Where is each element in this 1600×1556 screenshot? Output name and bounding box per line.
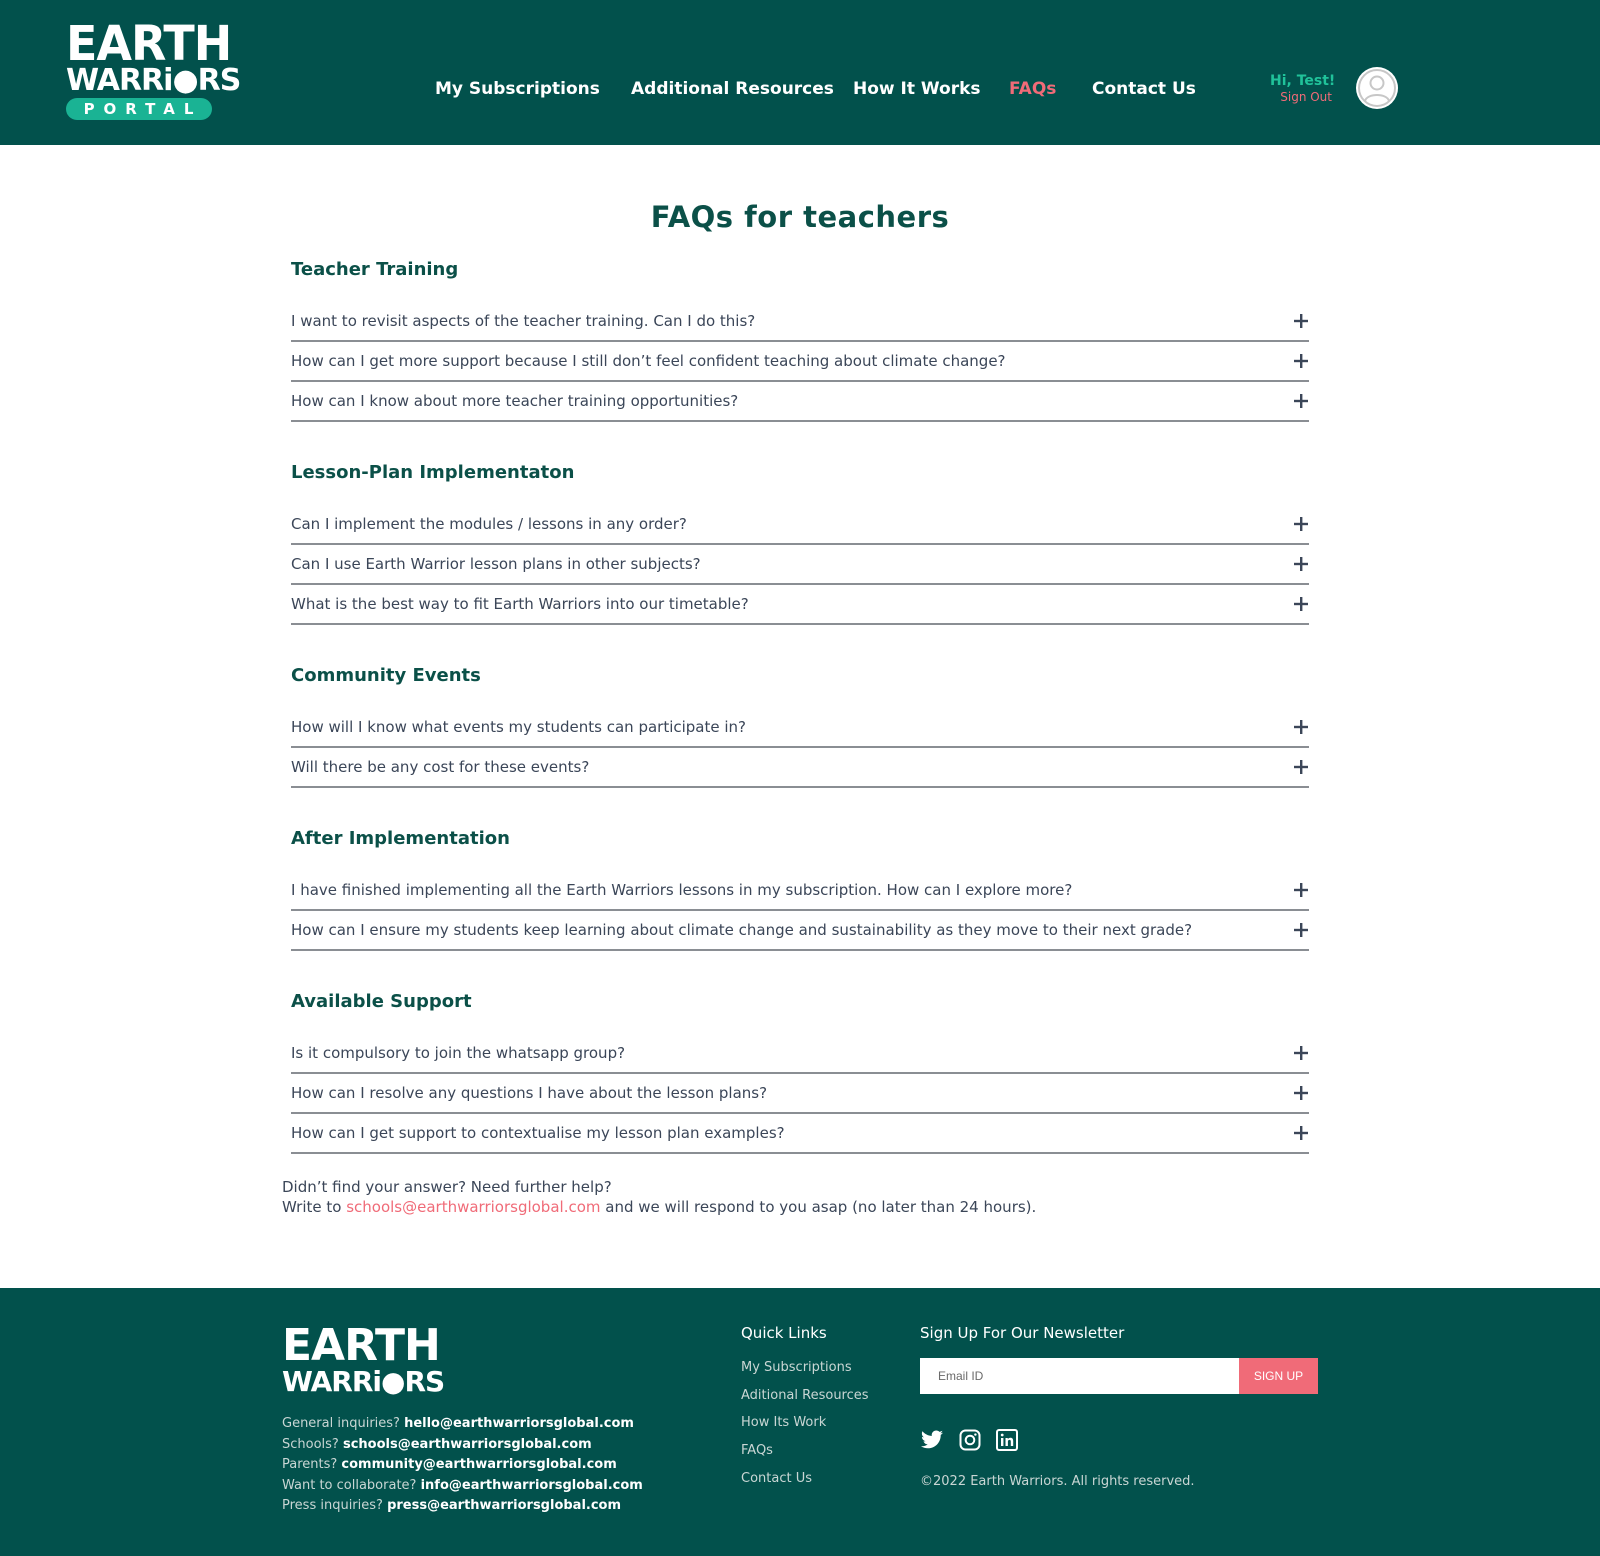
faq-question-row[interactable] xyxy=(291,1034,1309,1074)
faq-question-row[interactable] xyxy=(291,1114,1309,1154)
contact-email-link[interactable]: press@earthwarriorsglobal.com xyxy=(387,1498,622,1513)
quick-link[interactable]: How Its Work xyxy=(741,1415,827,1431)
quick-links-title: Quick Links xyxy=(741,1324,827,1342)
faq-question-row[interactable] xyxy=(291,911,1309,951)
faq-section xyxy=(291,827,1309,951)
faq-section xyxy=(291,258,1309,422)
help-suffix: and we will respond to you asap (no later than 24 hours). xyxy=(600,1198,1037,1216)
linkedin-icon[interactable] xyxy=(995,1428,1019,1452)
faq-section xyxy=(291,664,1309,788)
footer-logo[interactable] xyxy=(282,1320,445,1398)
faq-question-row[interactable] xyxy=(291,748,1309,788)
contact-email-link[interactable]: schools@earthwarriorsglobal.com xyxy=(342,1436,592,1452)
nav-how-it-works[interactable]: How It Works xyxy=(853,79,981,99)
faq-question-row[interactable] xyxy=(291,585,1309,625)
faq-question-text: What is the best way to fit Earth Warriors into our timetable? xyxy=(291,595,749,613)
expand-plus-icon[interactable] xyxy=(1293,922,1309,938)
contact-label: Schools? xyxy=(282,1436,343,1452)
logo-portal-badge: PORTAL xyxy=(66,98,212,120)
help-line-1: Didn’t find your answer? Need further help? xyxy=(282,1178,612,1196)
expand-plus-icon[interactable] xyxy=(1293,353,1309,369)
faq-section xyxy=(291,461,1309,625)
twitter-icon[interactable] xyxy=(920,1428,944,1452)
faq-question-row[interactable] xyxy=(291,382,1309,422)
contact-label: Press inquiries? xyxy=(282,1498,388,1513)
footer-contact-line xyxy=(282,1455,643,1476)
contact-email-link[interactable]: hello@earthwarriorsglobal.com xyxy=(404,1416,634,1431)
nav-additional-resources[interactable]: Additional Resources xyxy=(631,79,834,99)
quick-link[interactable]: My Subscriptions xyxy=(741,1360,852,1375)
sign-out-link[interactable]: Sign Out xyxy=(1280,90,1332,104)
expand-plus-icon[interactable] xyxy=(1293,719,1309,735)
faq-question-text: How can I resolve any questions I have about the lesson plans? xyxy=(291,1084,768,1102)
instagram-icon[interactable] xyxy=(958,1428,982,1452)
greeting-text: Hi, Test! xyxy=(1270,73,1336,89)
site-footer xyxy=(0,1288,1600,1556)
footer-logo-line-1: EARTH xyxy=(282,1320,440,1371)
faq-section-title: Available Support xyxy=(291,991,472,1012)
expand-plus-icon[interactable] xyxy=(1293,556,1309,572)
faq-question-row[interactable] xyxy=(291,871,1309,911)
newsletter-email-input[interactable] xyxy=(920,1358,1239,1394)
footer-contact-line xyxy=(282,1476,643,1497)
faq-question-text: How can I know about more teacher training opportunities? xyxy=(291,392,739,410)
nav-my-subscriptions[interactable]: My Subscriptions xyxy=(435,79,600,99)
faq-section-title: Teacher Training xyxy=(291,259,459,280)
faq-question-text: Is it compulsory to join the whatsapp group? xyxy=(291,1044,626,1062)
expand-plus-icon[interactable] xyxy=(1293,313,1309,329)
faq-section-title: After Implementation xyxy=(291,828,510,849)
footer-contact-line xyxy=(282,1435,643,1456)
newsletter-title: Sign Up For Our Newsletter xyxy=(920,1324,1125,1342)
portal-logo[interactable] xyxy=(66,14,241,120)
contact-email-link[interactable]: info@earthwarriorsglobal.com xyxy=(420,1477,643,1493)
contact-label: General inquiries? xyxy=(282,1416,405,1431)
help-text xyxy=(282,1177,1036,1217)
user-greeting xyxy=(1270,73,1336,105)
nav-faqs[interactable]: FAQs xyxy=(1009,79,1057,99)
help-prefix: Write to xyxy=(282,1198,347,1216)
quick-links xyxy=(741,1360,869,1498)
faq-question-row[interactable] xyxy=(291,708,1309,748)
nav-contact-us[interactable]: Contact Us xyxy=(1092,79,1196,99)
faq-question-text: How can I get support to contextualise my lesson plan examples? xyxy=(291,1124,785,1142)
faq-section-title: Community Events xyxy=(291,665,481,686)
quick-link[interactable]: Aditional Resources xyxy=(741,1387,869,1403)
expand-plus-icon[interactable] xyxy=(1293,759,1309,775)
expand-plus-icon[interactable] xyxy=(1293,596,1309,612)
help-email-link[interactable]: schools@earthwarriorsglobal.com xyxy=(346,1198,601,1216)
faq-question-row[interactable] xyxy=(291,1074,1309,1114)
contact-label: Parents? xyxy=(282,1457,342,1472)
faq-question-row[interactable] xyxy=(291,342,1309,382)
expand-plus-icon[interactable] xyxy=(1293,1045,1309,1061)
faq-question-row[interactable] xyxy=(291,545,1309,585)
help-line-2 xyxy=(282,1197,1036,1217)
quick-link[interactable]: Contact Us xyxy=(741,1470,812,1486)
expand-plus-icon[interactable] xyxy=(1293,882,1309,898)
footer-logo-line-2: WARRi●RS xyxy=(282,1365,445,1398)
faq-question-text: Can I implement the modules / lessons in any order? xyxy=(291,515,687,533)
faq-question-text: Will there be any cost for these events? xyxy=(291,758,590,776)
footer-contacts xyxy=(282,1414,643,1517)
faq-question-text: Can I use Earth Warrior lesson plans in other subjects? xyxy=(291,555,701,573)
footer-contact-line xyxy=(282,1496,643,1517)
faq-question-text: I have finished implementing all the Earth Warriors lessons in my subscription. How can I explore more? xyxy=(291,881,1073,899)
contact-label: Want to collaborate? xyxy=(282,1477,421,1493)
faq-question-text: How can I get more support because I still don’t feel confident teaching about climate change? xyxy=(291,352,1006,370)
newsletter-signup-button[interactable]: SIGN UP xyxy=(1239,1358,1318,1394)
faq-question-row[interactable] xyxy=(291,302,1309,342)
faq-section xyxy=(291,990,1309,1154)
page-title: FAQs for teachers xyxy=(650,200,950,234)
faq-question-text: How will I know what events my students can participate in? xyxy=(291,718,747,736)
expand-plus-icon[interactable] xyxy=(1293,1125,1309,1141)
faq-section-title: Lesson-Plan Implementaton xyxy=(291,462,575,483)
footer-contact-line xyxy=(282,1414,643,1435)
logo-line-2: WARRi●RS xyxy=(66,63,241,98)
expand-plus-icon[interactable] xyxy=(1293,516,1309,532)
expand-plus-icon[interactable] xyxy=(1293,1085,1309,1101)
logo-line-1: EARTH xyxy=(66,14,232,72)
site-header xyxy=(0,0,1600,145)
quick-link[interactable]: FAQs xyxy=(741,1443,773,1459)
faq-question-text: How can I ensure my students keep learning about climate change and sustainability as they move to their next grade? xyxy=(291,921,1193,939)
expand-plus-icon[interactable] xyxy=(1293,393,1309,409)
contact-email-link[interactable]: community@earthwarriorsglobal.com xyxy=(341,1457,617,1472)
faq-question-row[interactable] xyxy=(291,505,1309,545)
faq-question-text: I want to revisit aspects of the teacher training. Can I do this? xyxy=(291,312,756,330)
user-avatar-icon[interactable] xyxy=(1356,67,1398,109)
copyright-text: ©2022 Earth Warriors. All rights reserved. xyxy=(920,1474,1195,1489)
